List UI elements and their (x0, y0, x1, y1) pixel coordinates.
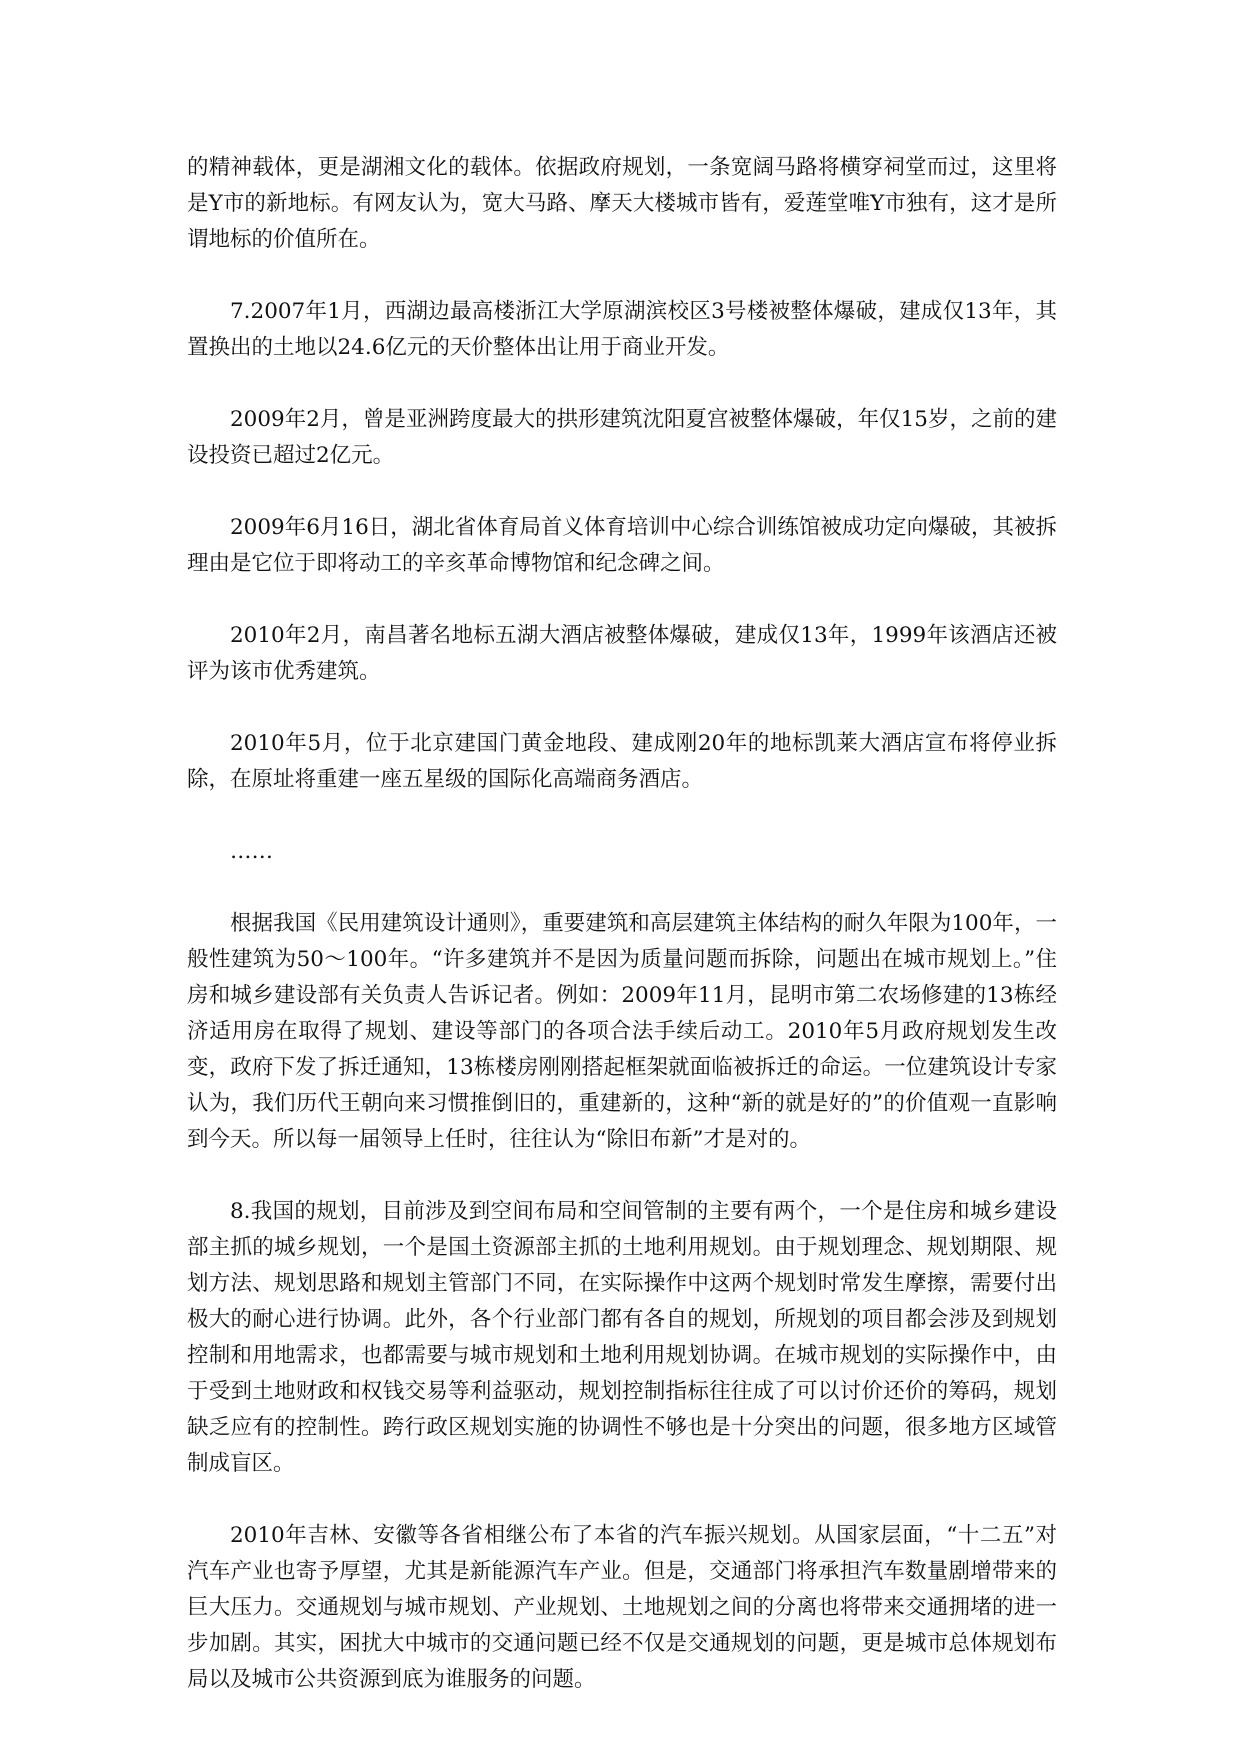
paragraph-building-code: 根据我国《民用建筑设计通则》，重要建筑和高层建筑主体结构的耐久年限为100年，一般性建筑为50～100年。“许多建筑并不是因为质量问题而拆除，问题出在城市规划上。”住房和城乡建设部有关负责人告诉记者。例如：2009年11月，昆明市第二农场修建的13栋经济适用房在取得了规划、建设等部门的各项合法手续后动工。2010年5月政府规划发生改变，政府下发了拆迁通知，13栋楼房刚刚搭起框架就面临被拆迁的命运。一位建筑设计专家认为，我们历代王朝向来习惯推倒旧的，重建新的，这种“新的就是好的”的价值观一直影响到今天。所以每一届领导上任时，往往认为“除旧布新”才是对的。 (187, 911, 1057, 1152)
paragraph-continuation: 的精神载体，更是湖湘文化的载体。依据政府规划，一条宽阔马路将横穿祠堂而过，这里将是Y市的新地标。有网友认为，宽大马路、摩天大楼城市皆有，爱莲堂唯Y市独有，这才是所谓地标的价值所在。 (187, 155, 1057, 252)
paragraph-beijing: 2010年5月，位于北京建国门黄金地段、建成刚20年的地标凯莱大酒店宣布将停业拆除，在原址将重建一座五星级的国际化高端商务酒店。 (187, 731, 1057, 792)
paragraph-hubei: 2009年6月16日，湖北省体育局首义体育培训中心综合训练馆被成功定向爆破，其被拆理由是它位于即将动工的辛亥革命博物馆和纪念碑之间。 (187, 515, 1057, 576)
paragraph-item-7: 7.2007年1月，西湖边最高楼浙江大学原湖滨校区3号楼被整体爆破，建成仅13年，其置换出的土地以24.6亿元的天价整体出让用于商业开发。 (187, 299, 1057, 360)
paragraph-auto-industry: 2010年吉林、安徽等各省相继公布了本省的汽车振兴规划。从国家层面，“十二五”对汽车产业也寄予厚望，尤其是新能源汽车产业。但是，交通部门将承担汽车数量剧增带来的巨大压力。交通规划与城市规划、产业规划、土地规划之间的分离也将带来交通拥堵的进一步加剧。其实，困扰大中城市的交通问题已经不仅是交通规划的问题，更是城市总体规划布局以及城市公共资源到底为谁服务的问题。 (187, 1523, 1057, 1692)
paragraph-nanchang: 2010年2月，南昌著名地标五湖大酒店被整体爆破，建成仅13年，1999年该酒店还被评为该市优秀建筑。 (187, 623, 1057, 684)
paragraph-ellipsis: …… (230, 839, 273, 864)
paragraph-item-8: 8.我国的规划，目前涉及到空间布局和空间管制的主要有两个，一个是住房和城乡建设部主抓的城乡规划，一个是国土资源部主抓的土地利用规划。由于规划理念、规划期限、规划方法、规划思路和规划主管部门不同，在实际操作中这两个规划时常发生摩擦，需要付出极大的耐心进行协调。此外，各个行业部门都有各自的规划，所规划的项目都会涉及到规划控制和用地需求，也都需要与城市规划和土地利用规划协调。在城市规划的实际操作中，由于受到土地财政和权钱交易等利益驱动，规划控制指标往往成了可以讨价还价的筹码，规划缺乏应有的控制性。跨行政区规划实施的协调性不够也是十分突出的问题，很多地方区域管制成盲区。 (187, 1199, 1057, 1476)
paragraph-shenyang: 2009年2月，曾是亚洲跨度最大的拱形建筑沈阳夏宫被整体爆破，年仅15岁，之前的建设投资已超过2亿元。 (187, 407, 1057, 468)
document-page (187, 150, 1057, 1734)
